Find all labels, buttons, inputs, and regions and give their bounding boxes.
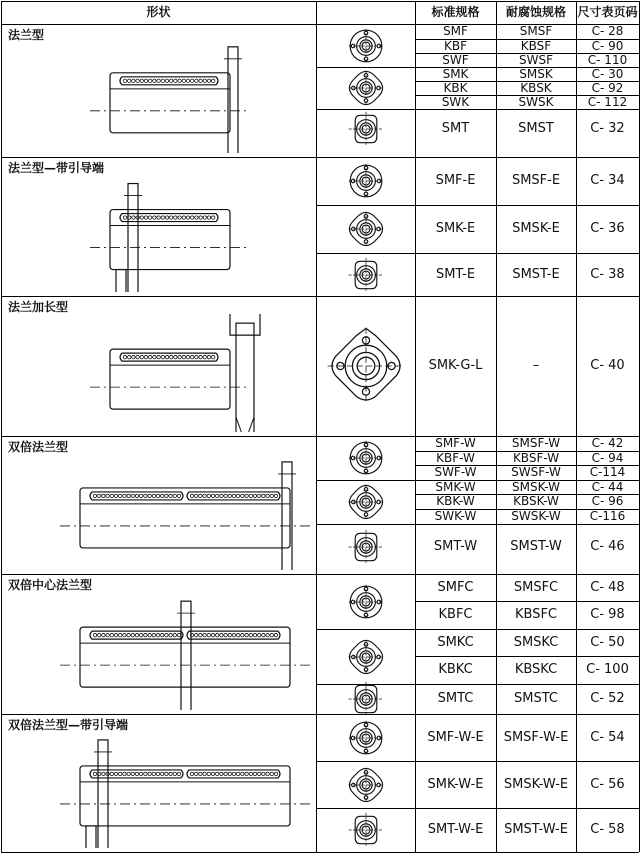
table-rule (415, 1, 416, 852)
round-flange-icon (348, 584, 384, 620)
model-corrosion: SMST-E (512, 267, 560, 282)
page-ref: C-114 (589, 465, 626, 479)
page-ref: C- 36 (590, 221, 625, 236)
page-ref: C- 54 (590, 730, 625, 745)
page-ref: C- 28 (591, 24, 624, 38)
model-standard: SMK-G-L (428, 358, 483, 373)
oval-flange-icon (348, 812, 384, 848)
model-standard: SMF-E (435, 173, 476, 188)
model-standard: SMT-W-E (427, 822, 484, 837)
model-standard: SMF-W-E (427, 730, 484, 745)
model-standard: KBF (443, 39, 467, 53)
model-corrosion: KBSF-W (512, 451, 560, 465)
model-standard: SMK-W-E (427, 777, 484, 792)
oval-flange-icon (348, 529, 384, 565)
page-ref: C- 38 (590, 267, 625, 282)
model-corrosion: SWSF (518, 53, 553, 67)
page-ref: C- 112 (587, 95, 628, 109)
model-corrosion: KBSK (520, 81, 552, 95)
model-standard: KBKC (438, 662, 473, 677)
page-ref: C- 110 (587, 53, 628, 67)
round-flange-icon (348, 720, 384, 756)
square-flange-icon (348, 767, 384, 803)
model-standard: SMF-W (435, 436, 476, 450)
model-standard: SMK-W (435, 480, 476, 494)
page-ref: C-116 (589, 509, 626, 523)
model-corrosion: SMST (518, 121, 554, 136)
oval-flange-icon (348, 681, 384, 717)
page-ref: C- 46 (590, 539, 625, 554)
header-page: 尺寸表页码 (577, 5, 638, 19)
header-shape: 形状 (146, 5, 171, 19)
model-corrosion: SMST-W (510, 539, 562, 554)
model-corrosion: SMSF-W (511, 436, 561, 450)
model-standard: SMKC (437, 635, 474, 650)
bushing-drawing-W (40, 454, 310, 570)
header-standard: 标准规格 (431, 5, 480, 19)
round-flange-icon (348, 440, 384, 476)
table-rule (1, 1, 2, 852)
table-rule (316, 1, 317, 852)
model-corrosion: SMSTC (514, 691, 558, 706)
page-ref: C- 30 (591, 67, 624, 81)
section-title: 双倍法兰型 (8, 440, 69, 454)
model-corrosion: KBSKC (514, 662, 558, 677)
model-corrosion: SMSF (519, 24, 553, 38)
model-corrosion: SWSF-W (511, 465, 561, 479)
page-ref: C- 34 (590, 173, 625, 188)
page-ref: C- 58 (590, 822, 625, 837)
model-standard: KBK-W (436, 494, 475, 508)
model-standard: SMTC (437, 691, 474, 706)
model-standard: KBK (443, 81, 468, 95)
bushing-drawing-GL (40, 314, 310, 432)
model-corrosion: SMSK-W (512, 480, 560, 494)
model-standard: SWK-W (434, 509, 477, 523)
page-ref: C- 40 (590, 358, 625, 373)
page-ref: C- 50 (590, 635, 625, 650)
page-ref: C- 96 (591, 494, 624, 508)
page-ref: C- 48 (590, 580, 625, 595)
model-corrosion: KBSFC (514, 607, 558, 622)
model-corrosion: SWSK-W (511, 509, 561, 523)
model-corrosion: SMSK (519, 67, 553, 81)
model-corrosion: SMSF-W-E (503, 730, 569, 745)
square-flange-icon (348, 211, 384, 247)
model-standard: SMF (443, 24, 468, 38)
oval-flange-icon (348, 111, 384, 147)
model-standard: SMT-E (435, 267, 476, 282)
model-standard: SWK (441, 95, 470, 109)
model-corrosion: SMST-W-E (504, 822, 568, 837)
model-standard: SMT-W (433, 539, 478, 554)
page-ref: C- 94 (591, 451, 624, 465)
square-flange-icon (348, 484, 384, 520)
diamond-flange-icon (326, 326, 406, 406)
header-corrosion: 耐腐蚀规格 (505, 5, 566, 19)
square-flange-icon (348, 70, 384, 106)
bushing-drawing-FE (40, 175, 310, 292)
oval-flange-icon (348, 257, 384, 293)
page-ref: C- 56 (590, 777, 625, 792)
model-standard: KBFC (438, 607, 473, 622)
model-standard: SMT (441, 121, 470, 136)
model-standard: SWF-W (434, 465, 477, 479)
model-corrosion: SMSKC (513, 635, 559, 650)
section-title: 法兰型 (8, 28, 45, 42)
page-ref: C- 52 (590, 691, 625, 706)
model-corrosion: – (532, 358, 540, 373)
page-ref: C- 100 (586, 662, 629, 677)
page-ref: C- 90 (591, 39, 624, 53)
section-title: 双倍中心法兰型 (8, 578, 93, 592)
section-title: 双倍法兰型—带引导端 (8, 718, 129, 732)
model-corrosion: KBSK-W (513, 494, 559, 508)
page-ref: C- 42 (591, 436, 624, 450)
model-corrosion: SMSK-E (512, 221, 560, 236)
table-rule (639, 1, 640, 852)
page-ref: C- 98 (590, 607, 625, 622)
bushing-drawing-WE (40, 732, 310, 848)
section-title: 法兰型—带引导端 (8, 161, 105, 175)
bushing-drawing-C (40, 592, 310, 710)
model-corrosion: KBSF (520, 39, 552, 53)
section-title: 法兰加长型 (8, 300, 69, 314)
page-ref: C- 92 (591, 81, 624, 95)
model-standard: KBF-W (436, 451, 475, 465)
model-corrosion: SMSF-E (511, 173, 561, 188)
model-standard: SMK-E (435, 221, 476, 236)
table-rule (576, 1, 577, 852)
page-ref: C- 32 (590, 121, 625, 136)
model-corrosion: SMSFC (513, 580, 559, 595)
model-standard: SMK (442, 67, 469, 81)
bushing-drawing-F (40, 42, 310, 153)
square-flange-icon (348, 639, 384, 675)
model-standard: SMFC (437, 580, 474, 595)
model-corrosion: SMSK-W-E (503, 777, 569, 792)
page-ref: C- 44 (591, 480, 624, 494)
round-flange-icon (348, 28, 384, 64)
model-corrosion: SWSK (518, 95, 554, 109)
table-rule (496, 1, 497, 852)
model-standard: SWF (442, 53, 469, 67)
round-flange-icon (348, 163, 384, 199)
